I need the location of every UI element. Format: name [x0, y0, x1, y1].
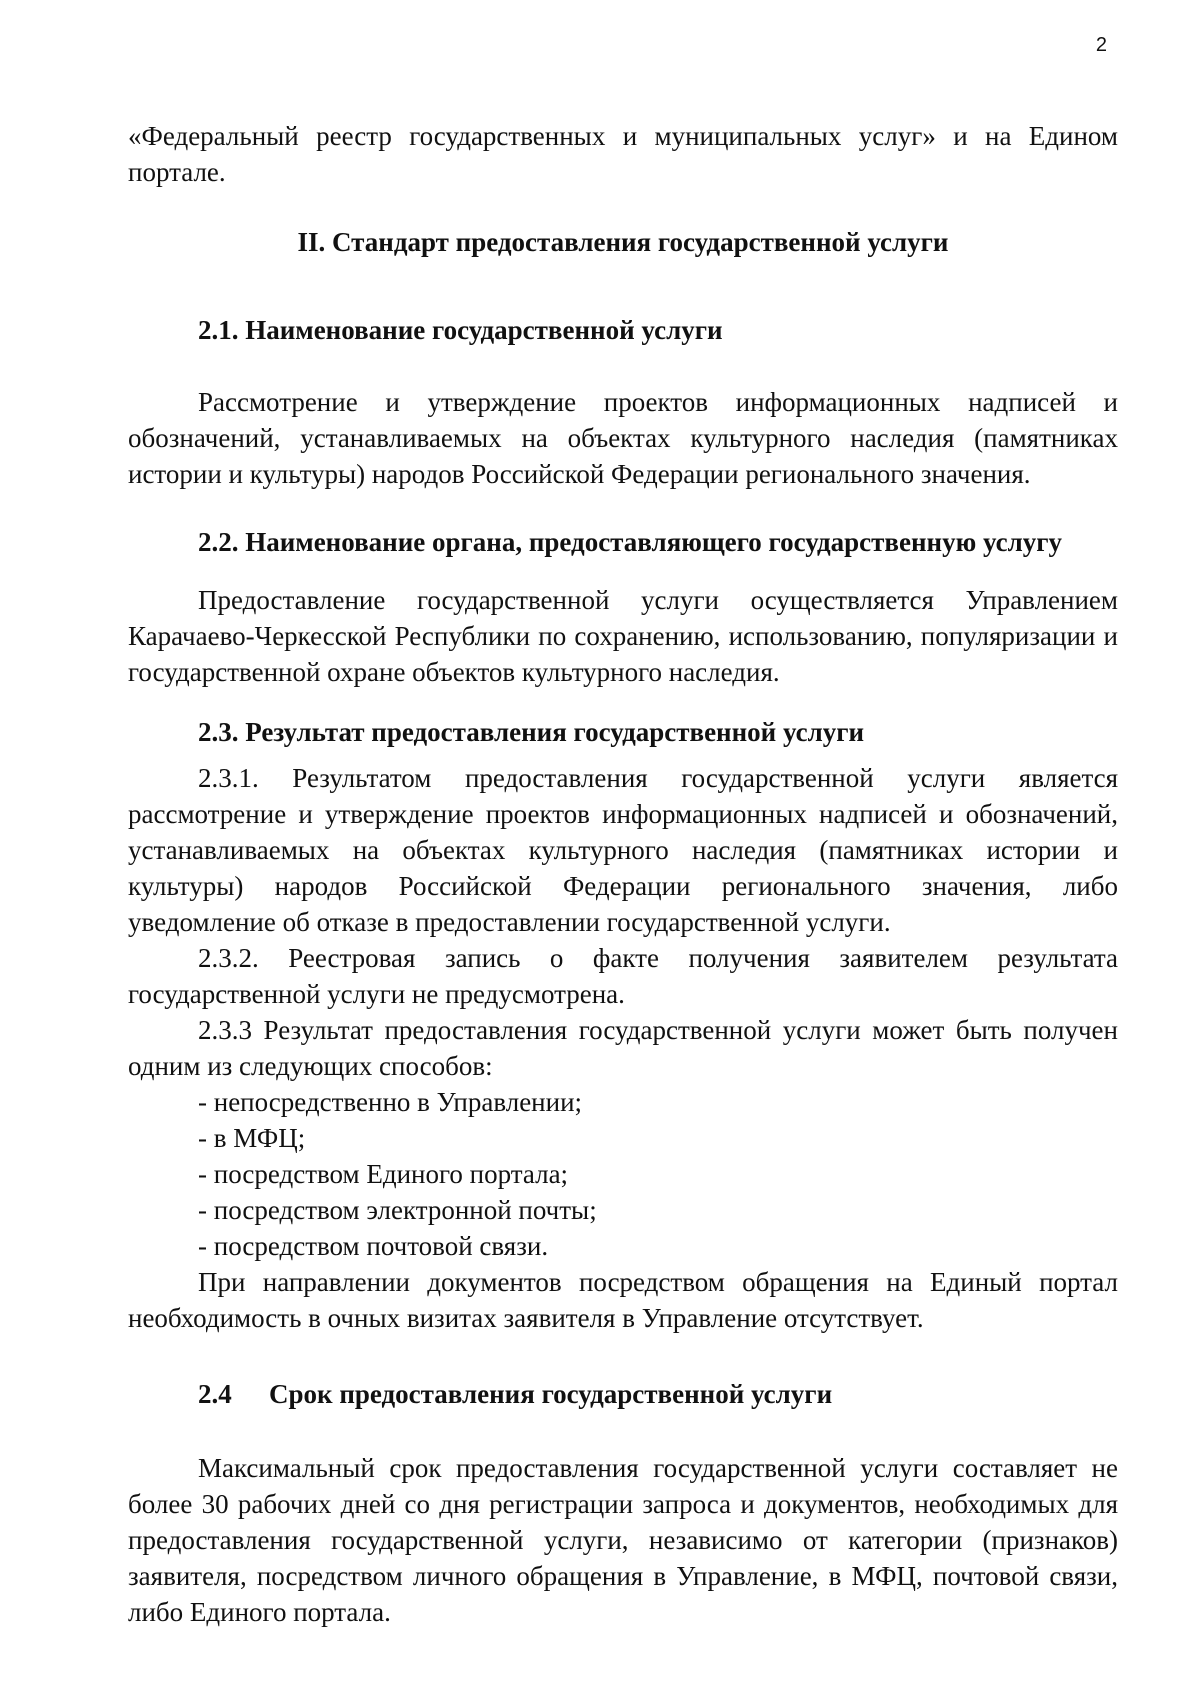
page-number: 2 [1095, 34, 1107, 56]
list-item: - посредством Единого портала; [198, 1159, 569, 1189]
paragraph-2-3-3: 2.3.3 Результат предоставления государственной услуги может быть получен одним из следующих способов: [128, 1015, 1118, 1081]
paragraph-2-3-1: 2.3.1. Результатом предоставления государственной услуги является рассмотрение и утверждение проектов информационных надписей и обозначений, устанавливаемых на объектах культурного наследия (памятниках истории и культуры) народов Российской Федерации регионального значения, либо уведомление об отказе в предоставлении государственной услуги. [128, 763, 1118, 937]
list-item: - непосредственно в Управлении; [198, 1087, 583, 1117]
list-item: - посредством почтовой связи. [198, 1231, 549, 1261]
intro-continuation: «Федеральный реестр государственных и муниципальных услуг» и на Едином портале. [128, 121, 1118, 187]
paragraph-2-4: Максимальный срок предоставления государственной услуги составляет не более 30 рабочих дней со дня регистрации запроса и документов, необходимых для предоставления государственной услуги, независимо от категории (признаков) заявителя, посредством личного обращения в Управление, в МФЦ, почтовой связи, либо Единого портала. [128, 1453, 1118, 1627]
heading-2-4-number: 2.4 [198, 1379, 232, 1409]
heading-2-1: 2.1. Наименование государственной услуги [198, 315, 723, 345]
heading-2-4 [128, 1376, 1118, 1412]
heading-2-2: 2.2. Наименование органа, предоставляющего государственную услугу [198, 527, 1063, 557]
paragraph-2-3-2: 2.3.2. Реестровая запись о факте получения заявителем результата государственной услуги не предусмотрена. [128, 943, 1118, 1009]
document-body [128, 118, 1118, 1630]
section-title: II. Стандарт предоставления государственной услуги [297, 227, 949, 257]
list-item: - в МФЦ; [198, 1123, 306, 1153]
list-item: - посредством электронной почты; [198, 1195, 597, 1225]
paragraph-2-3-4: При направлении документов посредством обращения на Единый портал необходимость в очных визитах заявителя в Управление отсутствует. [128, 1267, 1118, 1333]
paragraph-2-1: Рассмотрение и утверждение проектов информационных надписей и обозначений, устанавливаемых на объектах культурного наследия (памятниках истории и культуры) народов Российской Федерации регионального значения. [128, 387, 1118, 489]
paragraph-2-2: Предоставление государственной услуги осуществляется Управлением Карачаево-Черкесской Республики по сохранению, использованию, популяризации и государственной охране объектов культурного наследия. [128, 585, 1118, 687]
heading-2-4-text: Срок предоставления государственной услуги [269, 1379, 833, 1409]
heading-2-3: 2.3. Результат предоставления государственной услуги [198, 717, 865, 747]
